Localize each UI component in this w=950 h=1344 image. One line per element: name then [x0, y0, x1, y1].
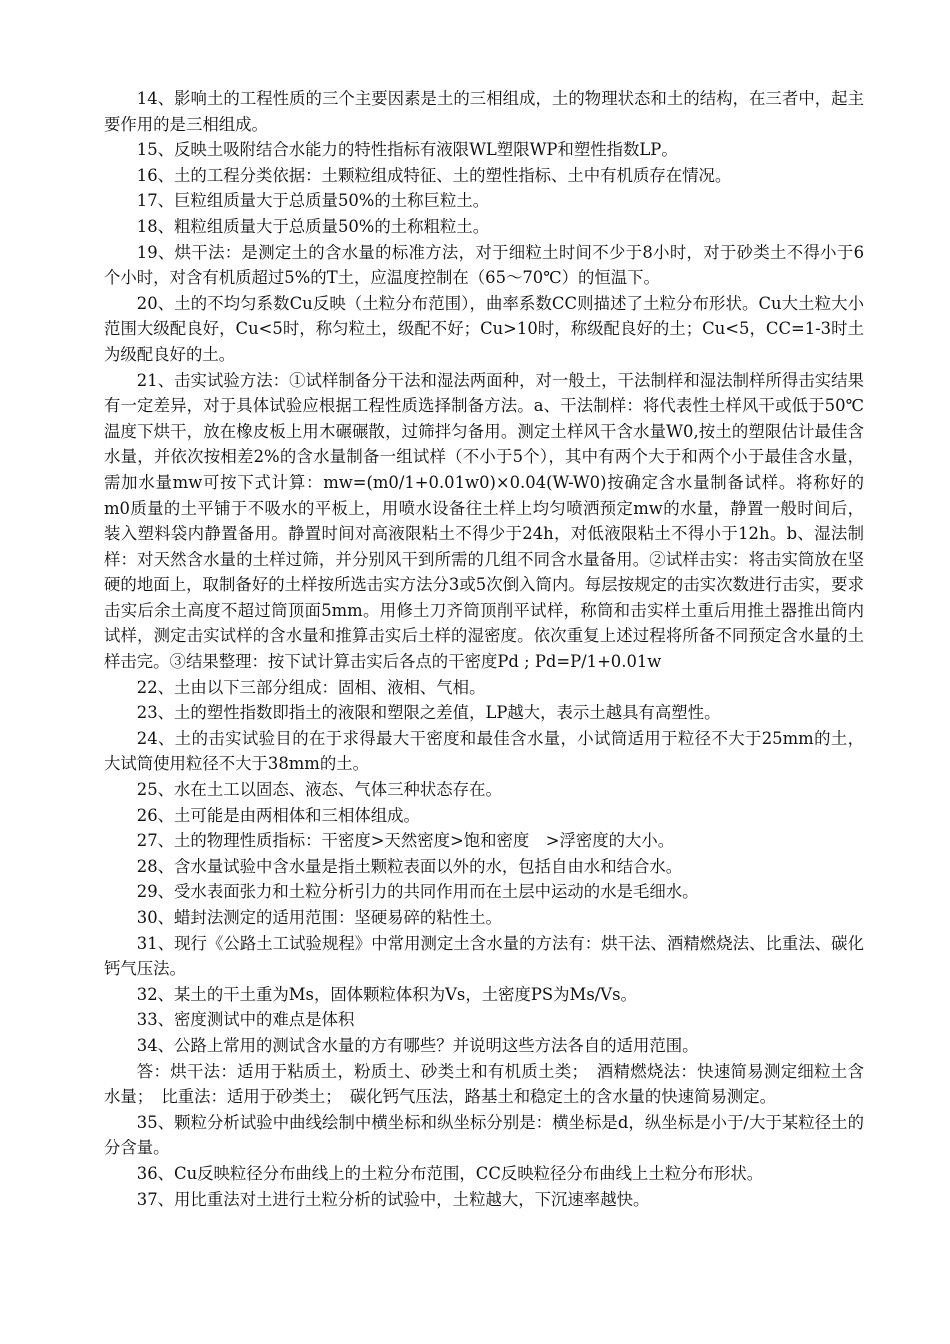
- paragraph-27: 27、土的物理性质指标：干密度>天然密度>饱和密度 >浮密度的大小。: [136, 831, 675, 851]
- paragraph-14: 14、影响土的工程性质的三个主要因素是土的三相组成，土的物理状态和土的结构，在三者中，起主要作用的是三相组成。: [104, 89, 864, 134]
- paragraph-15: 15、反映土吸附结合水能力的特性指标有液限WL塑限WP和塑性指数LP。: [136, 140, 678, 160]
- paragraph-25: 25、水在土工以固态、液态、气体三种状态存在。: [136, 780, 502, 800]
- paragraph-22: 22、土由以下三部分组成：固相、液相、气相。: [136, 677, 486, 697]
- paragraph-30: 30、蜡封法测定的适用范围：坚硬易碎的粘性土。: [136, 908, 502, 927]
- paragraph-36: 36、Cu反映粒径分布曲线上的土粒分布范围，CC反映粒径分布曲线上土粒分布形状。: [136, 1163, 764, 1183]
- paragraph-33: 33、密度测试中的难点是体积: [136, 1010, 355, 1030]
- paragraph-34: 34、公路上常用的测试含水量的方有哪些？并说明这些方法各自的适用范围。: [136, 1035, 699, 1055]
- paragraph-16: 16、土的工程分类依据：土颗粒组成特征、土的塑性指标、土中有机质存在情况。: [136, 165, 732, 185]
- paragraph-31: 31、现行《公路土工试验规程》中常用测定土含水量的方法有：烘干法、酒精燃烧法、比重法、碳化钙气压法。: [104, 933, 864, 979]
- paragraph-34-answer: 答：烘干法：适用于粘质土，粉质土、砂类土和有机质土类； 酒精燃烧法：快速简易测定细粒土含水量； 比重法：适用于砂类土； 碳化钙气压法，路基土和稳定土的含水量的快速简易测定。: [104, 1061, 864, 1107]
- paragraph-19: 19、烘干法：是测定土的含水量的标准方法，对于细粒土时间不少于8小时，对于砂类土不得小于6个小时，对含有机质超过5%的T土，应温度控制在（65～70℃）的恒温下。: [104, 242, 864, 288]
- document-page: [104, 86, 864, 1212]
- paragraph-28: 28、含水量试验中含水量是指土颗粒表面以外的水，包括自由水和结合水。: [136, 856, 683, 876]
- paragraph-18: 18、粗粒组质量大于总质量50%的土称粗粒土。: [136, 216, 490, 236]
- paragraph-24: 24、土的击实试验目的在于求得最大干密度和最佳含水量，小试筒适用于粒径不大于25mm的土，大试筒使用粒径不大于38mm的土。: [104, 728, 864, 774]
- paragraph-37: 37、用比重法对土进行土粒分析的试验中，土粒越大，下沉速率越快。: [136, 1189, 650, 1209]
- paragraph-20: 20、土的不均匀系数Cu反映（土粒分布范围），曲率系数CC则描述了土粒分布形状。Cu大土粒大小范围大级配良好，Cu<5时，称匀粒土，级配不好；Cu>10时，称级配良好的土；Cu<5，CC=1-3时土为级配良好的土。: [104, 293, 864, 364]
- paragraph-23: 23、土的塑性指数即指土的液限和塑限之差值，LP越大，表示土越具有高塑性。: [136, 703, 721, 723]
- paragraph-32: 32、某土的干土重为Ms，固体颗粒体积为Vs，土密度PS为Ms/Vs。: [136, 984, 637, 1004]
- paragraph-21: 21、击实试验方法：①试样制备分干法和湿法两面种，对一般土，干法制样和湿法制样所得击实结果有一定差异，对于具体试验应根据工程性质选择制备方法。a、干法制样：将代表性土样风干或低于50℃温度下烘干，放在橡皮板上用木碾碾散，过筛拌匀备用。测定土样风干含水量W0,按土的塑限估计最佳含水量，并依次按相差2%的含水量制备一组试样（不小于5个），其中有两个大于和两个小于最佳含水量，需加水量mw可按下式计算：mw=(m0/1+0.01w0)×0.04(W-W0)按确定含水量制备试样。将称好的m0质量的土平铺于不吸水的平板上，用喷水设备往土样上均匀喷洒预定mw的水量，静置一般时间后，装入塑料袋内静置备用。静置时间对高液限粘土不得少于24h，对低液限粘土不得小于12h。b、湿法制样：对天然含水量的土样过筛，并分别风干到所需的几组不同含水量备用。②试样击实：将击实筒放在坚硬的地面上，取制备好的土样按所选击实方法分3或5次倒入筒内。每层按规定的击实次数进行击实，要求击实后余土高度不超过筒顶面5mm。用修土刀齐筒顶削平试样，称筒和击实样土重后用推土器推出筒内试样，测定击实试样的含水量和推算击实后土样的湿密度。依次重复上述过程将所备不同预定含水量的土样击完。③结果整理：按下试计算击实后各点的干密度Pd ; Pd=P/1+0.01w: [104, 370, 864, 672]
- paragraph-26: 26、土可能是由两相体和三相体组成。: [136, 805, 420, 825]
- paragraph-17: 17、巨粒组质量大于总质量50%的土称巨粒土。: [136, 191, 490, 211]
- paragraph-35: 35、颗粒分析试验中曲线绘制中横坐标和纵坐标分别是：横坐标是d，纵坐标是小于/大于某粒径土的分含量。: [104, 1112, 864, 1158]
- paragraph-29: 29、受水表面张力和土粒分析引力的共同作用而在土层中运动的水是毛细水。: [136, 882, 699, 902]
